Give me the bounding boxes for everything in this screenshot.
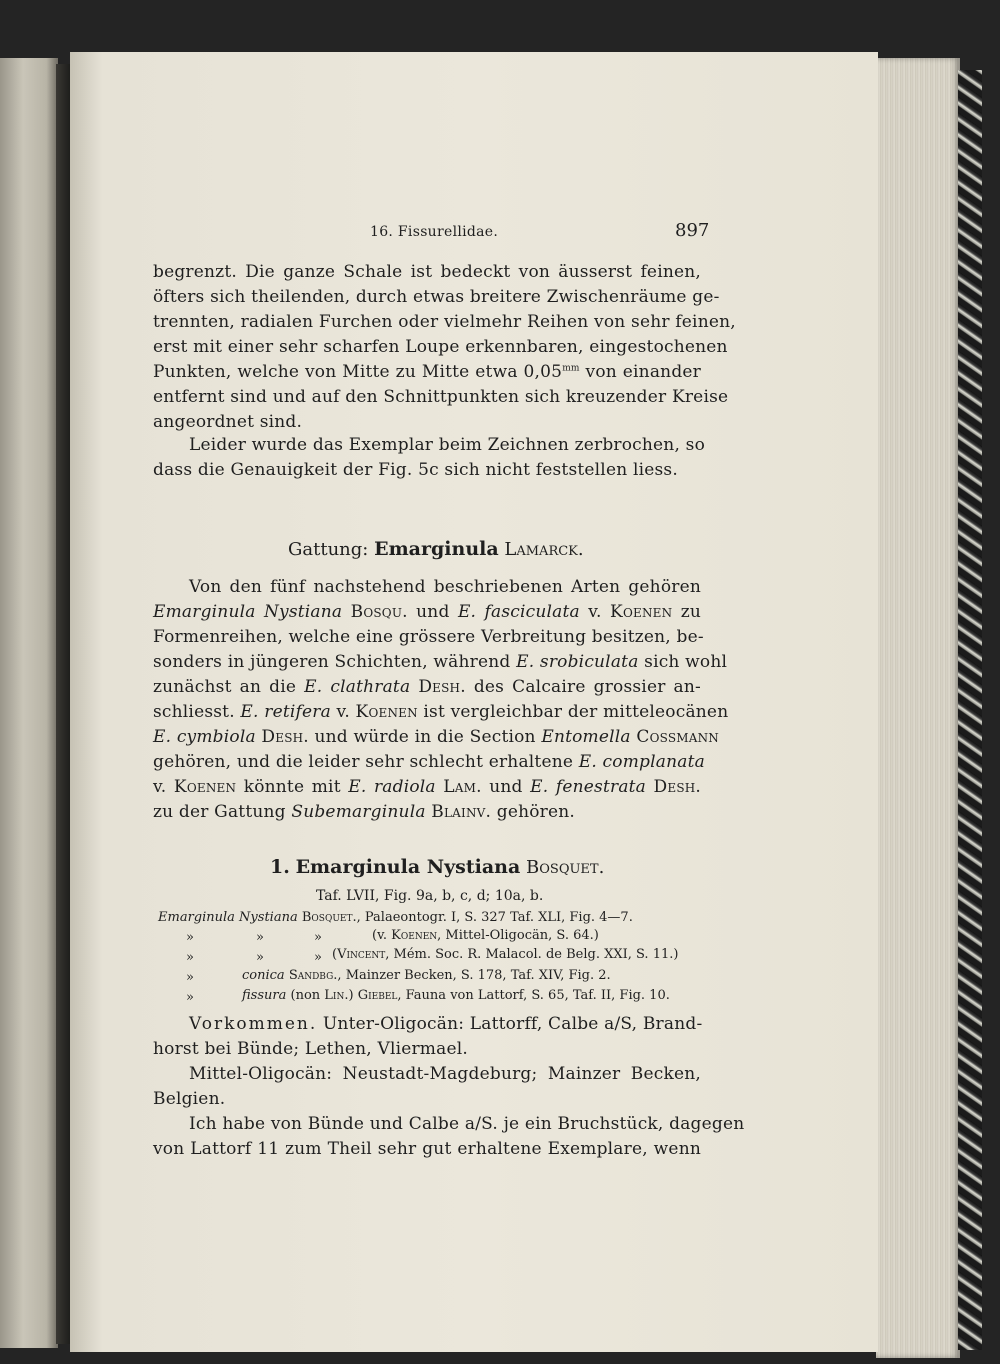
text-line: dass die Genauigkeit der Fig. 5c sich nicht feststellen liess. — [153, 460, 678, 480]
page-number: 897 — [675, 220, 710, 241]
text-line: erst mit einer sehr scharfen Loupe erkennbaren, eingestochenen — [153, 337, 728, 357]
text-line: sonders in jüngeren Schichten, während E. srobiculata sich wohl — [153, 652, 728, 672]
text-line: Belgien. — [153, 1089, 226, 1109]
occurrence-label: Vorkommen. — [189, 1014, 318, 1034]
text-line: entfernt sind und auf den Schnittpunkten sich kreuzender Kreise — [153, 387, 729, 407]
running-title: 16. Fissurellidae. — [370, 224, 499, 240]
synonymy-entry: fissura (non Lin.) Giebel, Fauna von Lattorf, S. 65, Taf. II, Fig. 10. — [242, 988, 670, 1003]
text-line: von Lattorf 11 zum Theil sehr gut erhaltene Exemplare, wenn — [153, 1139, 701, 1159]
synonymy-ditto: » — [314, 930, 322, 945]
synonymy-ditto: » — [314, 950, 322, 965]
text-line: trennten, radialen Furchen oder vielmehr Reihen von sehr feinen, — [153, 312, 736, 332]
species-number: 1. — [270, 856, 290, 878]
synonymy-ditto: » — [186, 970, 194, 985]
text-line: öfters sich theilenden, durch etwas breitere Zwischenräume ge- — [153, 287, 720, 307]
synonymy-ditto: » — [186, 990, 194, 1005]
synonymy-entry: conica Sandbg., Mainzer Becken, S. 178, Taf. XIV, Fig. 2. — [242, 968, 611, 983]
genus-heading: Gattung: Emarginula Lamarck. — [288, 538, 584, 560]
plate-reference: Taf. LVII, Fig. 9a, b, c, d; 10a, b. — [316, 888, 544, 904]
species-heading — [270, 856, 604, 878]
text-line: angeordnet sind. — [153, 412, 303, 432]
synonymy-entry: » — [186, 930, 194, 945]
genus-author: Lamarck. — [504, 539, 584, 560]
text-line: Von den fünf nachstehend beschriebenen Arten gehören — [189, 577, 701, 597]
text-line: Ich habe von Bünde und Calbe a/S. je ein Bruchstück, dagegen — [189, 1114, 745, 1134]
text-line: Vorkommen. Unter-Oligocän: Lattorff, Calbe a/S, Brand- — [189, 1014, 703, 1034]
page-edges — [876, 58, 960, 1358]
text-line: zu der Gattung Subemarginula Blainv. gehören. — [153, 802, 576, 822]
facing-page — [0, 58, 58, 1348]
text-line: gehören, und die leider sehr schlecht erhaltene E. complanata — [153, 752, 705, 772]
synonymy-ditto: » — [186, 950, 194, 965]
text-line: v. Koenen könnte mit E. radiola Lam. und E. fenestrata Desh. — [153, 777, 702, 797]
synonymy-ditto: » — [256, 950, 264, 965]
text-line: horst bei Bünde; Lethen, Vliermael. — [153, 1039, 468, 1059]
text-line: Leider wurde das Exemplar beim Zeichnen zerbrochen, so — [189, 435, 706, 455]
text-line: E. cymbiola Desh. und würde in die Section Entomella Cossmann — [153, 727, 719, 747]
synonymy-ref: (v. Koenen, Mittel-Oligocän, S. 64.) — [372, 928, 599, 943]
species-author: Bosquet. — [526, 857, 605, 878]
species-name: Emarginula Nystiana — [295, 856, 521, 878]
text-line: Punkten, welche von Mitte zu Mitte etwa $0,05^{mm}$ von einander — [153, 362, 701, 382]
synonymy-ref: (Vincent, Mém. Soc. R. Malacol. de Belg. XXI, S. 11.) — [332, 947, 679, 962]
text-line: Mittel-Oligocän: Neustadt-Magdeburg; Mainzer Becken, — [189, 1064, 701, 1084]
genus-name: Emarginula — [374, 538, 499, 560]
book-page — [70, 52, 878, 1352]
unit-mm: mm — [562, 363, 580, 374]
book-gutter — [56, 64, 70, 1344]
book-spine — [958, 70, 982, 1350]
text-line: zunächst an die E. clathrata Desh. des Calcaire grossier an- — [153, 677, 701, 697]
text-line: begrenzt. Die ganze Schale ist bedeckt von äusserst feinen, — [153, 262, 701, 282]
synonymy-ditto: » — [256, 930, 264, 945]
text-line: schliesst. E. retifera v. Koenen ist vergleichbar der mitteleocänen — [153, 702, 729, 722]
text-line: Emarginula Nystiana Bosqu. und E. fasciculata v. Koenen zu — [153, 602, 702, 622]
text-line: Formenreihen, welche eine grössere Verbreitung besitzen, be- — [153, 627, 704, 647]
synonymy-entry: Emarginula Nystiana Bosquet., Palaeontogr. I, S. 327 Taf. XLI, Fig. 4—7. — [158, 910, 633, 925]
